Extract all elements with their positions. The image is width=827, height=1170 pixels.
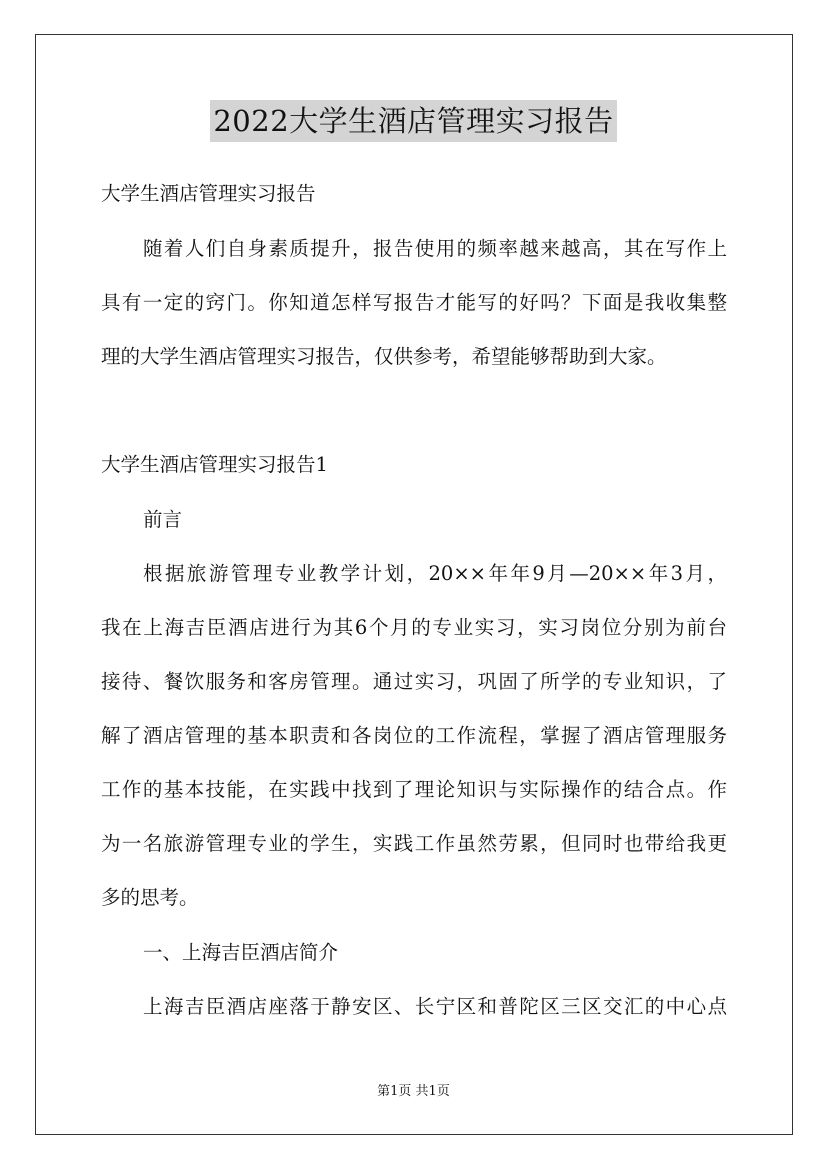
paragraph-line: 根据旅游管理专业教学计划，20××年年9月—20××年3月，	[143, 562, 727, 585]
title-container	[0, 100, 827, 142]
paragraph-line: 具有一定的窍门。你知道怎样写报告才能写的好吗？下面是我收集整	[101, 291, 727, 314]
paragraph-line: 多的思考。	[101, 886, 199, 909]
document-title: 2022大学生酒店管理实习报告	[210, 100, 616, 142]
report-heading: 大学生酒店管理实习报告1	[101, 453, 328, 476]
preface-heading: 前言	[143, 508, 183, 531]
paragraph-line: 接待、餐饮服务和客房管理。通过实习，巩固了所学的专业知识，了	[101, 670, 727, 693]
paragraph-line: 工作的基本技能，在实践中找到了理论知识与实际操作的结合点。作	[101, 778, 727, 801]
paragraph-line: 为一名旅游管理专业的学生，实践工作虽然劳累，但同时也带给我更	[101, 832, 727, 855]
section-heading: 一、上海吉臣酒店简介	[143, 941, 339, 964]
paragraph-line: 理的大学生酒店管理实习报告，仅供参考，希望能够帮助到大家。	[101, 345, 667, 368]
subtitle: 大学生酒店管理实习报告	[101, 182, 316, 205]
page-footer: 第1页 共1页	[377, 1084, 450, 1099]
paragraph-line: 解了酒店管理的基本职责和各岗位的工作流程，掌握了酒店管理服务	[101, 724, 727, 747]
paragraph-line: 上海吉臣酒店座落于静安区、长宁区和普陀区三区交汇的中心点	[143, 995, 727, 1018]
paragraph-line: 我在上海吉臣酒店进行为其6个月的专业实习，实习岗位分别为前台	[101, 616, 727, 639]
paragraph-line: 随着人们自身素质提升，报告使用的频率越来越高，其在写作上	[143, 237, 727, 260]
